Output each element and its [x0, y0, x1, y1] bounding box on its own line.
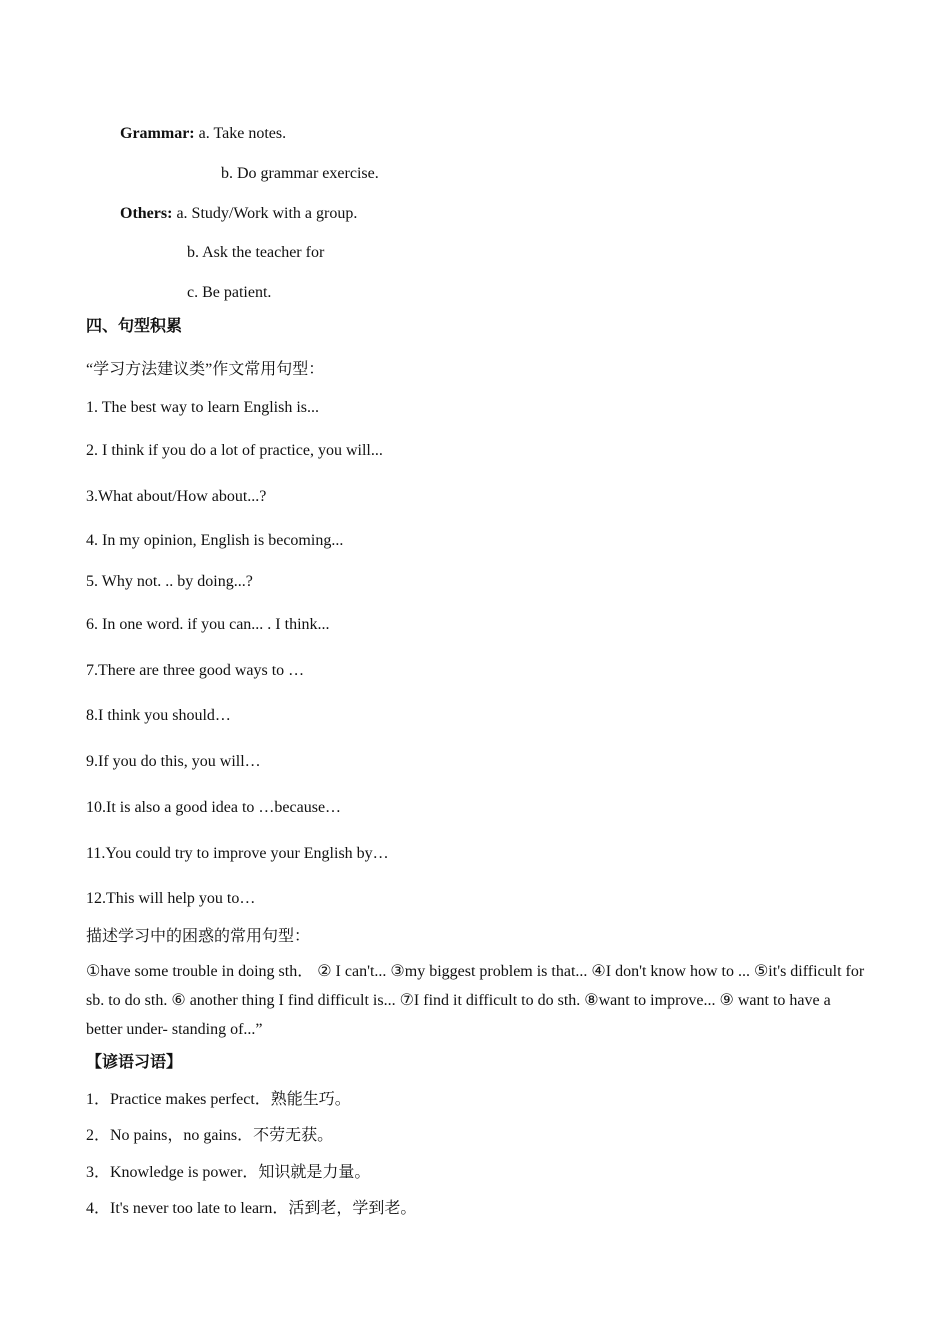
sentence-item: 6. In one word. if you can... . I think... — [86, 616, 330, 633]
grammar-item-a: a. Take notes. — [198, 125, 287, 142]
confusion-paragraph: ①have some trouble in doing sth． ② I can't... ③my biggest problem is that... ④I don't know how to ... ⑤it's difficult for sb. to do sth. ⑥ another thing I find difficult is... ⑦I find it difficult to do sth. ⑧want to improve... ⑨ want to have a better under- standing of...” — [86, 963, 865, 1038]
sentence-item: 10.It is also a good idea to …because… — [86, 799, 342, 816]
sentence-item: 3.What about/How about...? — [86, 488, 267, 505]
others-label: Others: — [120, 205, 173, 222]
confusion-heading: 描述学习中的困惑的常用句型： — [86, 928, 311, 945]
others-item-a: a. Study/Work with a group. — [176, 205, 358, 222]
section-heading: 四、句型积累 — [86, 318, 183, 335]
proverbs-heading: 【谚语习语】 — [86, 1054, 183, 1071]
sentence-item: 5. Why not. .. by doing...? — [86, 573, 253, 590]
others-item-c: c. Be patient. — [187, 284, 272, 301]
sentence-item: 8.I think you should… — [86, 707, 231, 724]
others-line — [120, 204, 357, 224]
sentence-item: 9.If you do this, you will… — [86, 753, 261, 770]
proverb-item: 4．It's never too late to learn．活到老，学到老。 — [86, 1200, 417, 1217]
grammar-item-b: b. Do grammar exercise. — [221, 165, 379, 182]
others-item-b: b. Ask the teacher for — [187, 244, 325, 261]
sentence-item: 7.There are three good ways to … — [86, 662, 305, 679]
proverb-item: 2．No pains，no gains．不劳无获。 — [86, 1127, 334, 1144]
grammar-line — [120, 124, 286, 144]
sentence-item: 1. The best way to learn English is... — [86, 399, 319, 416]
section-subheading: “学习方法建议类”作文常用句型： — [86, 361, 325, 378]
sentence-item: 2. I think if you do a lot of practice, you will... — [86, 442, 383, 459]
proverb-item: 3．Knowledge is power．知识就是力量。 — [86, 1164, 371, 1181]
grammar-label: Grammar: — [120, 125, 195, 142]
sentence-item: 12.This will help you to… — [86, 890, 256, 907]
sentence-item: 4. In my opinion, English is becoming... — [86, 532, 344, 549]
proverb-item: 1．Practice makes perfect．熟能生巧。 — [86, 1091, 351, 1108]
sentence-item: 11.You could try to improve your English by… — [86, 845, 389, 862]
